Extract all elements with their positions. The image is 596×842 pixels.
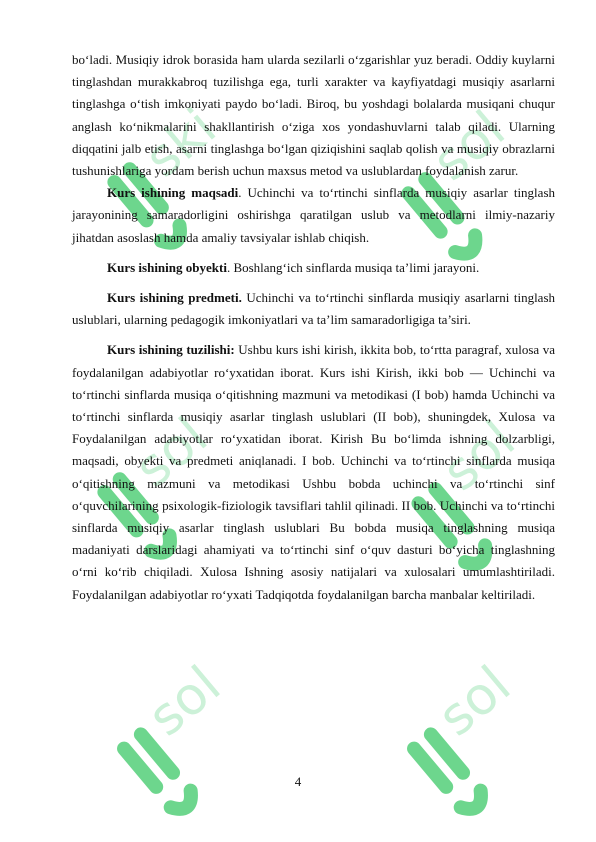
subject-label: Kurs ishining predmeti. [107, 290, 242, 306]
paragraph-structure [72, 339, 555, 605]
paragraph-aim [72, 182, 555, 249]
svg-text:sol: sol [421, 99, 517, 193]
document-body [72, 49, 555, 606]
svg-text:sol: sol [431, 409, 527, 503]
svg-text:sol: sol [427, 655, 523, 749]
subject-text: Uchinchi va to‘rtinchi sinflarda musiqiy asarlarni tinglash uslublari, ularning pedagogik imkoniyatlari va ta’lim samaradorligiga ta’siri. [72, 290, 556, 328]
paragraph-subject [72, 287, 555, 331]
svg-text:sol: sol [137, 655, 233, 749]
structure-text: Ushbu kurs ishi kirish, ikkita bob, to‘rtta paragraf, xulosa va foydalanilgan adabiyotlar ro‘yxatidan iborat. Kurs ishi Kirish, ikki bob — Uchinchi va to‘rtinchi sinflarda musiqa o‘qitishning mazmuni va metodikasi (I bob) hamda Uchinchi va to‘rtinchi sinflarda musiqiy asarlar tinglash uslublari (II bob), shuningdek, Xulosa va Foydalanilgan adabiyotlar ro‘yxatidan iborat. Kirish Bu bo‘limda ishning dolzarbligi, maqsadi, obyekti va predmeti aniqlanadi. I bob. Uchinchi va to‘rtinchi sinflarda musiqa o‘qitishning mazmuni va metodikasi Ushbu bobda uchinchi va to‘rtinchi sinf o‘quvchilarining psixologik-fiziologik tavsiflari tahlil qilinadi. II bob. Uchinchi va to‘rtinchi sinflarda musiqiy asarlar tinglash uslublari Bu bobda musiqa tinglashning musiqa madaniyati darslaridagi ahamiyati va to‘rtinchi sinf o‘quv dasturi bo‘yicha tinglashning o‘rni ko‘rib chiqiladi. Xulosa Ishning asosiy natijalari va xulosalari umumlashtiriladi. Foydalanilgan adabiyotlar ro‘yxati Tadqiqotda foydalanilgan barcha manbalar keltiriladi. [72, 342, 555, 602]
svg-text:ski: ski [134, 97, 228, 190]
object-text: . Boshlang‘ich sinflarda musiqa ta’limi jarayoni. [226, 259, 480, 275]
page-number: 4 [294, 774, 302, 789]
structure-label: Kurs ishining tuzilishi: [107, 342, 235, 358]
paragraph-intro: bo‘ladi. Musiqiy idrok borasida ham ularda sezilarli o‘zgarishlar yuz beradi. Oddiy kuylarni tinglashdan murakkabroq tuzilishga ega, turli xarakter va kayfiyatdagi musiqiy asarlarni tinglashga o‘tish imkoniyati paydo bo‘ladi. Biroq, bu yoshdagi bolalarda musiqani chuqur anglash ko‘nikmalarini shakllantirish o‘ziga xos yondashuvlarni talab qiladi. Ularning diqqatini jalb etish, asarni tinglashga bo‘lgan qiziqishini saqlab qolish va musiqiy obrazlarni tushunishlariga yordam berish uchun maxsus metod va uslublardan foydalanish zarur. [72, 52, 555, 179]
aim-label: Kurs ishining maqsadi [107, 185, 239, 201]
object-label: Kurs ishining obyekti [107, 259, 227, 275]
aim-text: . Uchinchi va to‘rtinchi sinflarda musiqiy asarlar tinglash jarayonining samaradorligini oshirishga qaratilgan uslub va metodlarni ilmiy-nazariy jihatdan asoslash hamda amaliy tavsiyalar ishlab chiqish. [72, 185, 555, 245]
svg-text:sol: sol [124, 406, 219, 500]
paragraph-object [72, 257, 555, 279]
